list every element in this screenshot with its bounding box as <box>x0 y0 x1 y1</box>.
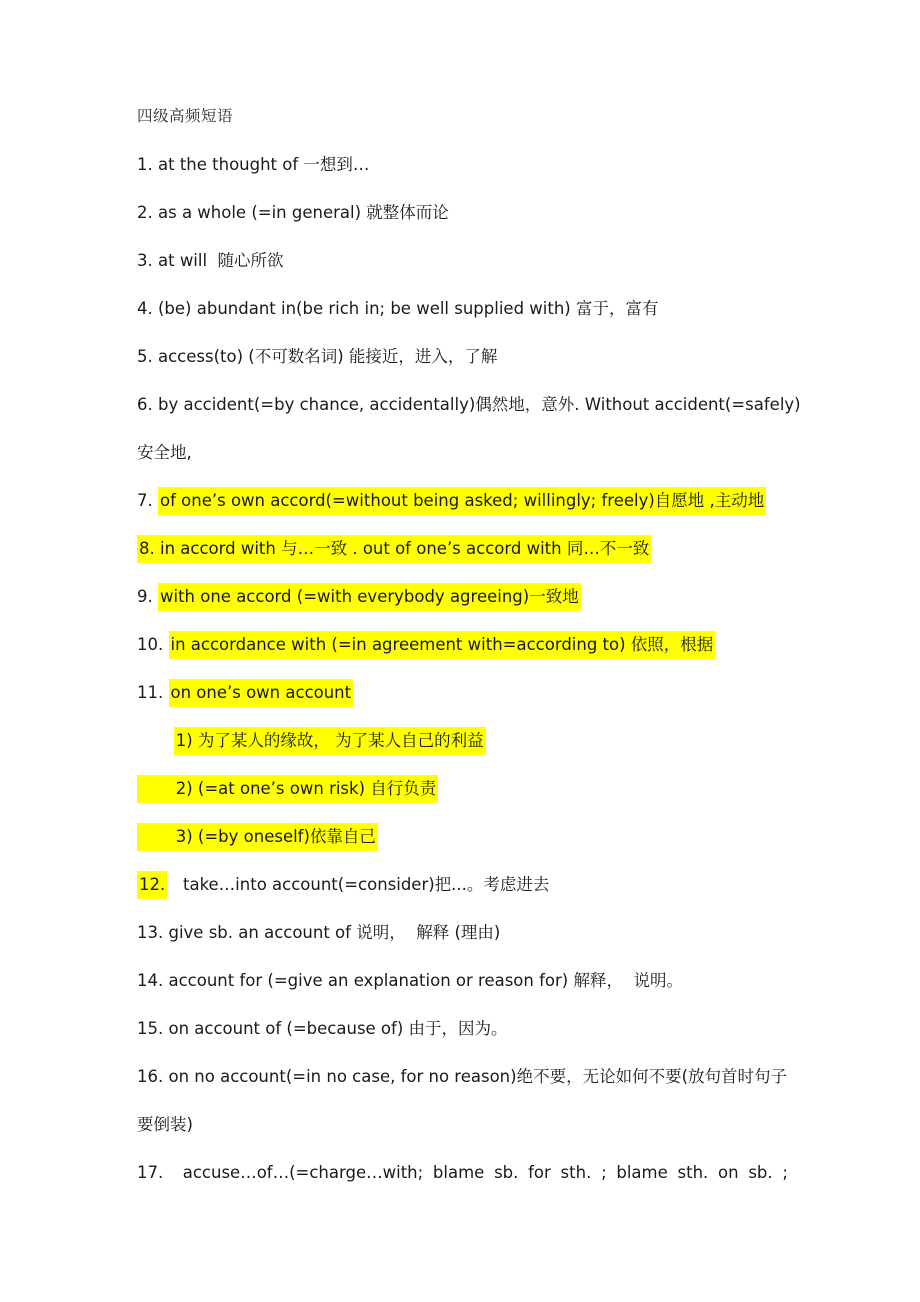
phrase-line <box>137 250 920 271</box>
text-run: 4. (be) abundant in(be rich in; be well supplied with) 富于，富有 <box>137 299 659 318</box>
phrase-line <box>137 1114 920 1135</box>
phrase-line <box>137 730 920 751</box>
phrase-line <box>137 1162 920 1183</box>
highlighted-text-run: 3) (=by oneself)依靠自己 <box>137 823 378 851</box>
phrase-line <box>137 826 920 847</box>
highlighted-text-run: 12. <box>137 871 167 899</box>
document-body <box>137 154 920 1183</box>
highlighted-text-run: 8. in accord with 与…一致 . out of one’s accord with 同…不一致 <box>137 535 651 563</box>
text-run: 2. as a whole (=in general) 就整体而论 <box>137 203 449 222</box>
phrase-line <box>137 346 920 367</box>
phrase-line <box>137 778 920 799</box>
text-run: 9. <box>137 587 158 606</box>
text-run: 13. give sb. an account of 说明， 解释 (理由) <box>137 923 501 942</box>
phrase-line <box>137 298 920 319</box>
text-run: 要倒装) <box>137 1115 193 1134</box>
phrase-line <box>137 1018 920 1039</box>
phrase-line <box>137 538 920 559</box>
text-run: take…into account(=consider)把...。考虑进去 <box>167 875 550 894</box>
phrase-line <box>137 202 920 223</box>
phrase-line <box>137 586 920 607</box>
highlighted-text-run: 1) 为了某人的缘故， 为了某人自己的利益 <box>174 727 486 755</box>
phrase-line <box>137 490 920 511</box>
phrase-line <box>137 154 920 175</box>
phrase-line <box>137 970 920 991</box>
phrase-line <box>137 682 920 703</box>
text-run: 安全地, <box>137 443 192 462</box>
text-run: 6. by accident(=by chance, accidentally)偶然地，意外. Without accident(=safely) <box>137 395 801 414</box>
text-run: 16. on no account(=in no case, for no reason)绝不要，无论如何不要(放句首时句子 <box>137 1067 788 1086</box>
text-run: 10. <box>137 635 169 654</box>
phrase-line <box>137 442 920 463</box>
text-run: 11. <box>137 683 169 702</box>
text-run: 17. accuse…of…(=charge…with; blame sb. for sth. ; blame sth. on sb. ; <box>137 1163 788 1182</box>
text-run: 5. access(to) (不可数名词) 能接近，进入，了解 <box>137 347 498 366</box>
phrase-line <box>137 1066 920 1087</box>
text-run <box>137 731 174 750</box>
text-run: 7. <box>137 491 158 510</box>
highlighted-text-run: with one accord (=with everybody agreeing)一致地 <box>158 583 581 611</box>
phrase-line <box>137 634 920 655</box>
highlighted-text-run: on one’s own account <box>169 679 354 707</box>
highlighted-text-run: 2) (=at one’s own risk) 自行负责 <box>137 775 438 803</box>
phrase-line <box>137 874 920 895</box>
phrase-line <box>137 922 920 943</box>
phrase-line <box>137 394 920 415</box>
highlighted-text-run: in accordance with (=in agreement with=according to) 依照，根据 <box>169 631 716 659</box>
text-run: 15. on account of (=because of) 由于，因为。 <box>137 1019 508 1038</box>
text-run: 1. at the thought of 一想到… <box>137 155 370 174</box>
text-run: 3. at will 随心所欲 <box>137 251 284 270</box>
document-title: 四级高频短语 <box>137 107 234 125</box>
highlighted-text-run: of one’s own accord(=without being asked; willingly; freely)自愿地 ,主动地 <box>158 487 766 515</box>
text-run: 14. account for (=give an explanation or reason for) 解释， 说明。 <box>137 971 683 990</box>
